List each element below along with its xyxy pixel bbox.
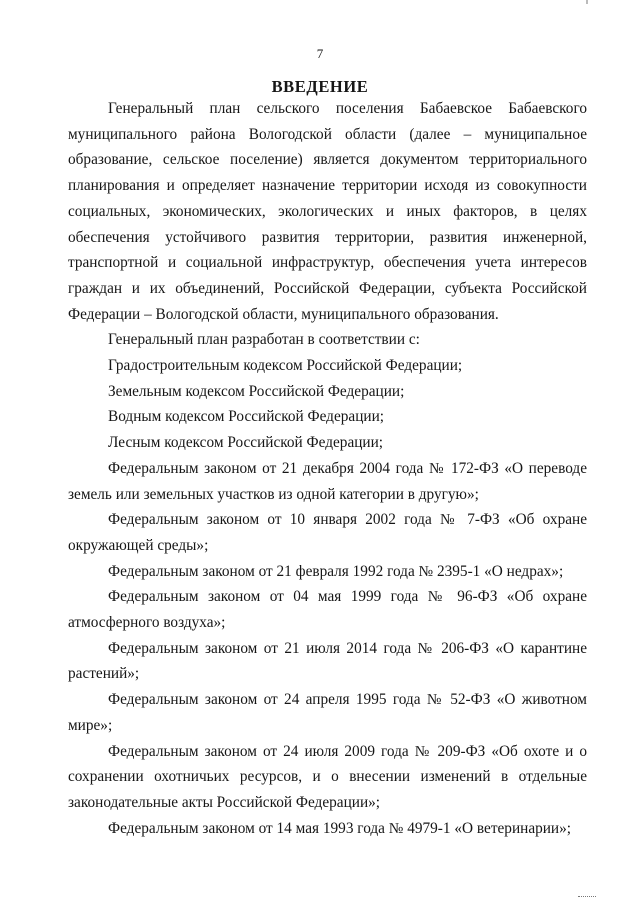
list-lead-paragraph: Генеральный план разработан в соответствии с: (108, 331, 420, 349)
page-title: ВВЕДЕНИЕ (271, 77, 369, 96)
law-list-item: Федеральным законом от 24 апреля 1995 года № 52-ФЗ «О животном мире»; (68, 691, 587, 734)
page-number: 7 (316, 46, 324, 61)
law-list-item: Федеральным законом от 04 мая 1999 года № 96-ФЗ «Об охране атмосферного воздуха»; (68, 588, 587, 632)
law-list-item: Земельным кодексом Российской Федерации; (108, 382, 405, 400)
law-list-item: Федеральным законом от 24 июля 2009 года № 209-ФЗ «Об охоте и о сохранении охотничьих ресурсов, и о внесении изменений в отдельные законодательные акты Российской Федерации»; (68, 742, 587, 811)
law-list-item: Водным кодексом Российской Федерации; (108, 408, 385, 426)
law-list-item: Федеральным законом от 14 мая 1993 года № 4979-1 «О ветеринарии»; (108, 819, 572, 837)
law-list-item: Федеральным законом от 21 декабря 2004 года № 172-ФЗ «О переводе земель или земельных участков из одной категории в другую»; (68, 459, 587, 503)
document-body (68, 96, 587, 841)
law-list-item: Градостроительным кодексом Российской Федерации; (108, 357, 463, 375)
law-list-item: Федеральным законом от 21 июля 2014 года № 206-ФЗ «О карантине растений»; (68, 639, 587, 683)
law-list-item: Федеральным законом от 21 февраля 1992 года № 2395-1 «О недрах»; (108, 562, 564, 580)
scan-artifact (586, 0, 588, 4)
law-list-item: Федеральным законом от 10 января 2002 года № 7-ФЗ «Об охране окружающей среды»; (68, 511, 587, 554)
intro-paragraph: Генеральный план сельского поселения Бабаевское Бабаевского муниципального района Вологодской области (далее – муниципальное образование, сельское поселение) является документом территориального планирования и определяет назначение территории исходя из совокупности социальных, экономических, экологических и иных факторов, в целях обеспечения устойчивого развития территории, развития инженерной, транспортной и социальной инфраструктур, обеспечения учета интересов граждан и их объединений, Российской Федерации, субъекта Российской Федерации – Вологодской области, муниципального образования. (68, 100, 587, 323)
law-list-item: Лесным кодексом Российской Федерации; (108, 434, 384, 452)
scan-artifact (578, 896, 596, 899)
